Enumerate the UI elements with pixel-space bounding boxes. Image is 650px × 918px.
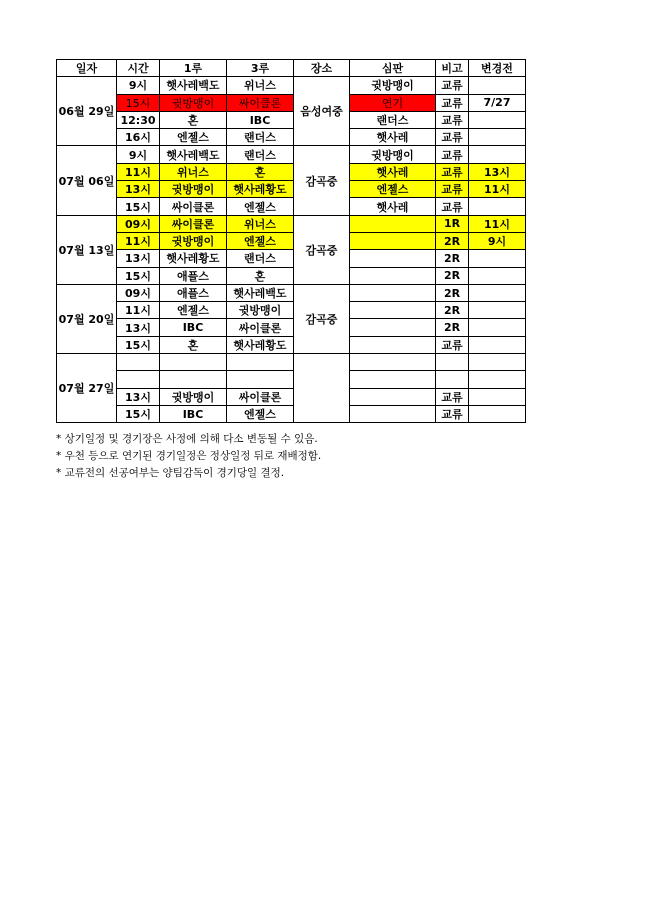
venue-cell: 감곡중 [294,146,350,215]
umpire-cell [350,336,436,353]
time-cell: 16시 [117,129,160,146]
table-row [57,336,526,353]
umpire-cell [350,267,436,284]
table-row [57,215,526,232]
note-line: * 교류전의 선공여부는 양팀감독이 경기당일 결정. [56,467,285,479]
note-line: * 상기일정 및 경기장은 사정에 의해 다소 변동될 수 있음. [56,433,318,445]
before-change-cell [469,302,526,319]
before-change-cell [469,388,526,405]
header-first-base: 1루 [160,60,227,77]
first-base-team: 햇사레백도 [160,146,227,163]
umpire-cell: 귓방맹이 [350,77,436,94]
before-change-cell [469,111,526,128]
header-time: 시간 [117,60,160,77]
note-cell: 교류 [436,146,469,163]
header-venue: 장소 [294,60,350,77]
time-cell: 15시 [117,94,160,111]
time-cell: 13시 [117,181,160,198]
umpire-cell: 햇사레 [350,198,436,215]
first-base-team: IBC [160,319,227,336]
time-cell: 11시 [117,302,160,319]
note-cell [436,371,469,388]
third-base-team: 혼 [227,163,294,180]
time-cell [117,371,160,388]
before-change-cell: 7/27 [469,94,526,111]
before-change-cell [469,77,526,94]
note-cell: 2R [436,302,469,319]
table-row [57,232,526,249]
first-base-team [160,354,227,371]
note-cell: 2R [436,284,469,301]
umpire-cell [350,405,436,422]
first-base-team: 애플스 [160,284,227,301]
venue-cell: 음성여중 [294,77,350,146]
note-cell: 교류 [436,405,469,422]
note-cell: 교류 [436,163,469,180]
table-row [57,198,526,215]
table-row [57,250,526,267]
table-row [57,163,526,180]
umpire-cell [350,215,436,232]
time-cell: 13시 [117,250,160,267]
umpire-cell: 햇사레 [350,163,436,180]
before-change-cell: 9시 [469,232,526,249]
before-change-cell [469,267,526,284]
umpire-cell [350,354,436,371]
third-base-team: 혼 [227,267,294,284]
umpire-cell: 랜더스 [350,111,436,128]
third-base-team: 싸이클론 [227,388,294,405]
table-row [57,129,526,146]
third-base-team: 엔젤스 [227,198,294,215]
third-base-team: 위너스 [227,77,294,94]
table-row [57,371,526,388]
third-base-team: 엔젤스 [227,232,294,249]
note-cell: 2R [436,319,469,336]
first-base-team: IBC [160,405,227,422]
first-base-team: 혼 [160,336,227,353]
first-base-team: 엔젤스 [160,129,227,146]
third-base-team: 랜더스 [227,129,294,146]
note-line: * 우천 등으로 연기된 경기일정은 정상일정 뒤로 재배정함. [56,450,322,462]
third-base-team: 랜더스 [227,250,294,267]
note-cell: 1R [436,215,469,232]
venue-cell [294,354,350,423]
time-cell: 9시 [117,146,160,163]
note-cell: 교류 [436,129,469,146]
first-base-team [160,371,227,388]
umpire-cell [350,232,436,249]
note-cell: 2R [436,267,469,284]
time-cell: 9시 [117,77,160,94]
umpire-cell [350,319,436,336]
third-base-team: 햇사레황도 [227,336,294,353]
note-cell: 교류 [436,111,469,128]
umpire-cell: 햇사레 [350,129,436,146]
date-cell: 07월 20일 [57,284,117,353]
umpire-cell: 귓방맹이 [350,146,436,163]
table-row [57,284,526,301]
third-base-team [227,371,294,388]
table-row [57,111,526,128]
note-cell: 교류 [436,181,469,198]
before-change-cell [469,129,526,146]
table-row [57,388,526,405]
header-third-base: 3루 [227,60,294,77]
before-change-cell [469,336,526,353]
umpire-cell [350,250,436,267]
first-base-team: 혼 [160,111,227,128]
umpire-cell [350,371,436,388]
third-base-team: 햇사레백도 [227,284,294,301]
third-base-team: 싸이클론 [227,94,294,111]
table-row [57,267,526,284]
time-cell: 09시 [117,215,160,232]
before-change-cell [469,371,526,388]
venue-cell: 감곡중 [294,215,350,284]
before-change-cell [469,319,526,336]
umpire-cell [350,284,436,301]
third-base-team: IBC [227,111,294,128]
table-row [57,181,526,198]
first-base-team: 싸이클론 [160,198,227,215]
table-row [57,319,526,336]
before-change-cell: 13시 [469,163,526,180]
first-base-team: 귓방맹이 [160,181,227,198]
note-cell: 2R [436,250,469,267]
note-cell: 교류 [436,77,469,94]
time-cell: 12:30 [117,111,160,128]
before-change-cell: 11시 [469,215,526,232]
note-cell: 교류 [436,336,469,353]
header-before-change: 변경전 [469,60,526,77]
date-cell: 07월 13일 [57,215,117,284]
note-cell: 교류 [436,198,469,215]
table-row [57,94,526,111]
umpire-cell: 연기 [350,94,436,111]
third-base-team: 랜더스 [227,146,294,163]
note-cell [436,354,469,371]
first-base-team: 엔젤스 [160,302,227,319]
table-row [57,146,526,163]
third-base-team: 햇사레황도 [227,181,294,198]
umpire-cell: 엔젤스 [350,181,436,198]
note-cell: 교류 [436,94,469,111]
table-row [57,302,526,319]
umpire-cell [350,302,436,319]
before-change-cell [469,405,526,422]
third-base-team: 귓방맹이 [227,302,294,319]
third-base-team: 싸이클론 [227,319,294,336]
first-base-team: 귓방맹이 [160,388,227,405]
header-note: 비고 [436,60,469,77]
date-cell: 06월 29일 [57,77,117,146]
before-change-cell [469,284,526,301]
time-cell: 15시 [117,336,160,353]
before-change-cell [469,198,526,215]
third-base-team [227,354,294,371]
third-base-team: 위너스 [227,215,294,232]
time-cell: 15시 [117,198,160,215]
header-date: 일자 [57,60,117,77]
before-change-cell: 11시 [469,181,526,198]
before-change-cell [469,250,526,267]
notes [56,431,321,482]
note-cell: 2R [436,232,469,249]
time-cell [117,354,160,371]
first-base-team: 귓방맹이 [160,94,227,111]
time-cell: 15시 [117,267,160,284]
before-change-cell [469,354,526,371]
time-cell: 11시 [117,232,160,249]
table-row [57,77,526,94]
first-base-team: 햇사레황도 [160,250,227,267]
date-cell: 07월 27일 [57,354,117,423]
note-cell: 교류 [436,388,469,405]
schedule-table [56,59,526,423]
header-row [57,60,526,77]
table-row [57,354,526,371]
table-row [57,405,526,422]
first-base-team: 애플스 [160,267,227,284]
time-cell: 13시 [117,319,160,336]
time-cell: 15시 [117,405,160,422]
time-cell: 11시 [117,163,160,180]
time-cell: 13시 [117,388,160,405]
header-umpire: 심판 [350,60,436,77]
umpire-cell [350,388,436,405]
date-cell: 07월 06일 [57,146,117,215]
time-cell: 09시 [117,284,160,301]
first-base-team: 햇사레백도 [160,77,227,94]
first-base-team: 귓방맹이 [160,232,227,249]
first-base-team: 위너스 [160,163,227,180]
venue-cell: 감곡중 [294,284,350,353]
third-base-team: 엔젤스 [227,405,294,422]
before-change-cell [469,146,526,163]
first-base-team: 싸이클론 [160,215,227,232]
